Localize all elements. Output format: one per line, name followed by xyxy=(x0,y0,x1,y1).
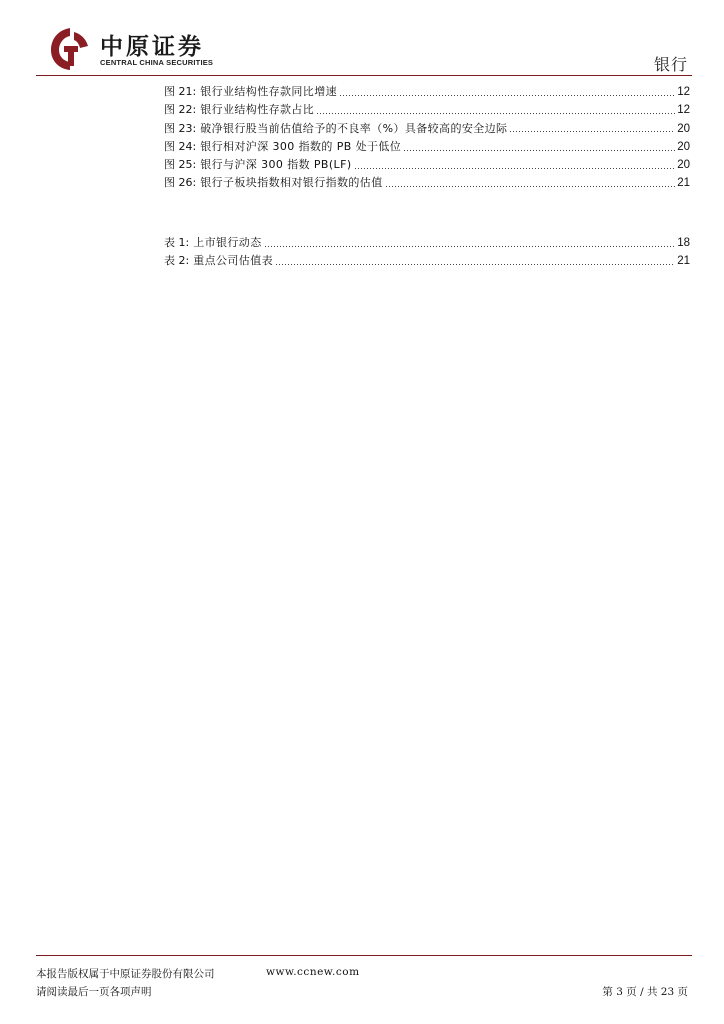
toc-row[interactable] xyxy=(164,252,690,270)
page-indicator: 第 3 页 / 共 23 页 xyxy=(602,986,688,998)
toc-title[interactable]: 上市银行动态 xyxy=(193,236,262,249)
toc-label: 图 21: xyxy=(164,85,197,98)
section-title: 银行 xyxy=(653,55,688,74)
toc-row[interactable] xyxy=(164,83,690,101)
toc-label: 表 2: xyxy=(164,254,190,268)
toc-title[interactable]: 破净银行股当前估值给予的不良率（%）具备较高的安全边际 xyxy=(200,121,508,135)
logo-mark-icon xyxy=(48,26,92,72)
toc-leader-dots xyxy=(509,130,675,134)
footer-disclaimer: 请阅读最后一页各项声明 xyxy=(36,986,152,998)
logo-english-name: CENTRAL CHINA SECURITIES xyxy=(100,58,214,67)
toc-leader-dots xyxy=(385,185,676,189)
toc-label: 图 25: xyxy=(164,158,197,172)
toc-row[interactable] xyxy=(164,138,690,156)
toc-title[interactable]: 银行业结构性存款同比增速 xyxy=(200,85,338,98)
toc-label: 图 26: xyxy=(164,176,197,190)
toc-leader-dots xyxy=(354,166,676,170)
toc-label: 图 23: xyxy=(164,121,197,135)
toc-row[interactable] xyxy=(164,156,690,174)
toc-label: 图 24: xyxy=(164,139,197,153)
toc-page-number[interactable]: 20 xyxy=(677,159,690,172)
toc-leader-dots xyxy=(339,93,675,97)
header-divider xyxy=(36,75,692,76)
figures-toc xyxy=(164,83,690,193)
footer-website-link[interactable]: www.ccnew.com xyxy=(266,966,360,978)
footer-copyright: 本报告版权属于中原证券股份有限公司 xyxy=(36,968,215,980)
toc-title[interactable]: 重点公司估值表 xyxy=(193,254,274,268)
company-logo xyxy=(42,26,232,72)
toc-title[interactable]: 银行相对沪深 300 指数的 PB 处于低位 xyxy=(200,139,402,153)
toc-title[interactable]: 银行子板块指数相对银行指数的估值 xyxy=(200,176,383,190)
toc-page-number[interactable]: 20 xyxy=(677,140,690,153)
toc-row[interactable] xyxy=(164,174,690,192)
toc-leader-dots xyxy=(275,263,675,267)
toc-row[interactable] xyxy=(164,234,690,252)
toc-label: 图 22: xyxy=(164,103,197,117)
toc-page-number[interactable]: 12 xyxy=(677,86,690,98)
toc-page-number[interactable]: 20 xyxy=(677,122,690,135)
toc-leader-dots xyxy=(403,148,675,152)
toc-title[interactable]: 银行与沪深 300 指数 PB(LF) xyxy=(200,158,352,172)
toc-page-number[interactable]: 21 xyxy=(677,255,690,268)
logo-chinese-name: 中原证券 xyxy=(100,33,204,60)
toc-leader-dots xyxy=(316,112,675,116)
toc-page-number[interactable]: 18 xyxy=(677,237,690,249)
tables-toc xyxy=(164,234,690,271)
toc-title[interactable]: 银行业结构性存款占比 xyxy=(200,103,315,117)
footer-divider xyxy=(36,955,692,956)
toc-page-number[interactable]: 12 xyxy=(677,104,690,117)
toc-row[interactable] xyxy=(164,120,690,138)
toc-leader-dots xyxy=(264,244,676,248)
toc-row[interactable] xyxy=(164,101,690,119)
toc-page-number[interactable]: 21 xyxy=(677,177,690,190)
toc-label: 表 1: xyxy=(164,236,190,249)
